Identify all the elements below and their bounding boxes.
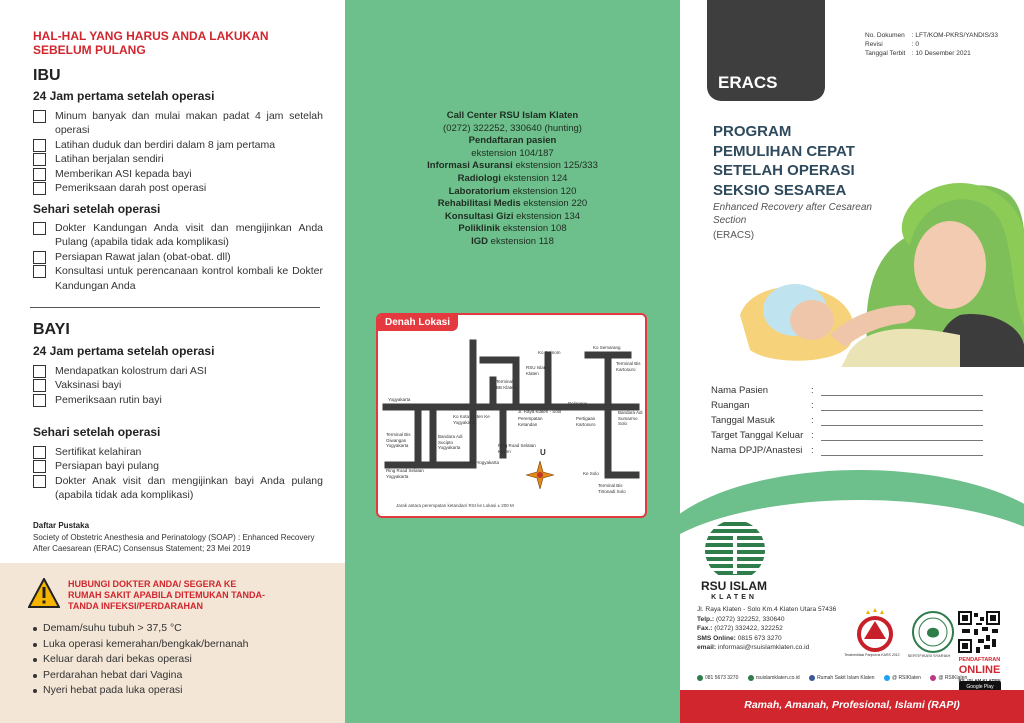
eracs-label: ERACS — [718, 73, 778, 92]
middle-panel — [345, 0, 680, 723]
map-label: Ko Jatinom — [538, 350, 561, 355]
bayi-24h-heading: 24 Jam pertama setelah operasi — [33, 344, 215, 358]
program-title: PROGRAM PEMULIHAN CEPAT SETELAH OPERASI SEKSIO SESAREA — [713, 123, 855, 199]
section-divider — [30, 307, 320, 308]
map-label: Delanggu — [568, 401, 588, 406]
bayi-day1-heading: Sehari setelah operasi — [33, 425, 161, 439]
ibu-day1-list — [33, 221, 323, 293]
contact-value: ekstension 124 — [503, 172, 568, 184]
map-label: Bandara Adi Sucipto Yogyakarta — [438, 434, 463, 450]
meta-value: 0 — [915, 41, 920, 48]
checklist-item[interactable]: Mendapatkan kolostrum dari ASI — [33, 364, 323, 378]
social-item[interactable]: rsuislamklaten.co.id — [748, 675, 804, 681]
warning-item: Nyeri hebat pada luka operasi — [33, 683, 323, 699]
map-label: RSU Islam Klaten — [526, 365, 548, 376]
reference-body: Society of Obstetric Anesthesia and Perinatology (SOAP) : Enhanced Recovery After Caesarean (ERAC) Consensus Statement; 23 Mei 2019 — [33, 533, 315, 553]
form-row: Target Tanggal Keluar : — [711, 430, 991, 441]
bayi-day1-list — [33, 445, 323, 503]
map-label: Ring Road Selatan Yogyakarta — [386, 468, 424, 479]
address-line: Jl. Raya Klaten - Solo Km.4 Klaten Utara 57436 — [697, 606, 837, 613]
bayi-heading: BAYI — [33, 321, 70, 338]
form-field-line[interactable] — [821, 395, 983, 396]
call-center-phone[interactable]: (0272) 322252, 330640 (hunting) — [443, 122, 582, 134]
form-label: Target Tanggal Keluar — [711, 430, 804, 441]
contact-address: Jl. Raya Klaten - Solo Km.4 Klaten Utara 57436 Telp.: (0272) 322252, 330640 Fax.: (0272) 332422, 322252 SMS Online: 0815 673 3270 email: informasi@rsuislamklaten.co.id — [697, 605, 847, 653]
sms-value[interactable]: 0815 673 3270 — [737, 634, 782, 642]
ibu-24h-heading: 24 Jam pertama setelah operasi — [33, 89, 215, 103]
contact-label: Informasi Asuransi — [427, 160, 513, 172]
form-label: Ruangan — [711, 400, 750, 411]
social-item[interactable]: @ RSIKlaten — [884, 675, 925, 681]
social-item[interactable]: @ RSIKlaten — [930, 675, 971, 681]
social-item[interactable]: 081 5673 3270 — [697, 675, 742, 681]
facebook-icon — [809, 675, 815, 681]
checklist-item[interactable]: Dokter Kandungan Anda visit dan mengijinkan Anda Pulang (apabila tidak ada komplikasi) — [33, 221, 323, 250]
contact-label: Pendaftaran pasien — [468, 135, 557, 147]
map-label: Ke Solo — [583, 471, 599, 476]
whatsapp-icon — [697, 675, 703, 681]
instagram-icon — [930, 675, 936, 681]
checklist-item[interactable]: Minum banyak dan mulai makan padat 4 jam setelah operasi — [33, 109, 323, 138]
location-map[interactable] — [376, 313, 647, 518]
map-label: Ko Semarang — [593, 345, 621, 350]
reference-title: Daftar Pustaka — [33, 521, 90, 530]
form-row: Nama Pasien : — [711, 385, 991, 396]
map-label: Bandara Adi Sumarmo Solo — [618, 410, 643, 426]
qr-code-icon[interactable] — [958, 611, 1000, 653]
program-abbr: (ERACS) — [713, 230, 755, 241]
warning-item: Keluar darah dari bekas operasi — [33, 652, 323, 668]
checklist-item[interactable]: Sertifikat kelahiran — [33, 445, 323, 459]
compass-label: U — [540, 448, 546, 457]
warning-triangle-icon — [28, 578, 60, 608]
form-field-line[interactable] — [821, 425, 983, 426]
call-center-title: Call Center RSU Islam Klaten — [446, 110, 579, 121]
checklist-item[interactable]: Persiapan bayi pulang — [33, 459, 323, 473]
map-label: Terminal BB Klaten — [496, 379, 517, 390]
social-item[interactable]: Rumah Sakit Islam Klaten — [809, 675, 879, 681]
map-label: Ring Road Selatan Klaten — [498, 443, 536, 454]
map-label: Perempatan Ketandan — [518, 416, 543, 427]
right-panel — [680, 0, 1024, 723]
web-icon — [748, 675, 754, 681]
contact-label: Radiologi — [457, 172, 501, 184]
contact-value: ekstension 118 — [490, 235, 554, 247]
ibu-day1-heading: Sehari setelah operasi — [33, 202, 161, 216]
slogan-text: Ramah, Amanah, Profesional, Islami (RAPI) — [744, 699, 960, 711]
meta-value: 10 Desember 2021 — [915, 50, 971, 57]
warning-title: HUBUNGI DOKTER ANDA/ SEGERA KE RUMAH SAKIT APABILA DITEMUKAN TANDA-TANDA INFEKSI/PERDARAHAN — [68, 579, 265, 611]
contact-label: Rehabilitasi Medis — [437, 198, 521, 210]
contact-label: Laboratorium — [448, 185, 510, 197]
compass-icon — [526, 461, 554, 489]
ibu-24h-list — [33, 109, 323, 195]
checklist-item[interactable]: Vaksinasi bayi — [33, 378, 323, 392]
map-label: Pertigaan Kartosuro — [576, 416, 596, 427]
contact-value: ekstension 108 — [502, 223, 567, 235]
contact-value: ekstension 104/187 — [471, 147, 554, 159]
ibu-heading: IBU — [33, 67, 61, 84]
form-field-line[interactable] — [821, 410, 983, 411]
google-play-badge[interactable]: Google Play — [959, 681, 1001, 693]
checklist-item[interactable]: Dokter Anak visit dan mengijinkan bayi Anda pulang (apabila tidak ada komplikasi) — [33, 474, 323, 503]
left-panel — [0, 0, 345, 723]
checklist-item[interactable]: Latihan berjalan sendiri — [33, 152, 323, 166]
form-row: Ruangan : — [711, 400, 991, 411]
map-label: Yogyakarta — [388, 397, 411, 402]
seal-kars-text: Terakreditasi Paripurna KARS 2012 — [844, 653, 900, 657]
map-note: Jarak antara perempatan ketandan/ RSI ke Lokasi ± 200 M — [396, 503, 514, 508]
email-value[interactable]: informasi@rsuislamklaten.co.id — [717, 644, 810, 651]
form-label: Tanggal Masuk — [711, 415, 775, 426]
warning-item: Perdarahan hebat dari Vagina — [33, 668, 323, 684]
checklist-item[interactable]: Latihan duduk dan berdiri dalam 8 jam pertama — [33, 138, 323, 152]
meta-key: Tanggal Terbit — [865, 50, 906, 57]
hospital-name: RSU ISLAM — [701, 579, 767, 593]
form-row: Tanggal Masuk : — [711, 415, 991, 426]
map-label: Terminal Bis Kartosuro — [616, 361, 641, 372]
bayi-24h-list — [33, 364, 323, 407]
form-field-line[interactable] — [821, 440, 983, 441]
map-label: Terminal Bis Tirtonadi Solo — [598, 483, 626, 494]
contact-value: ekstension 220 — [523, 198, 588, 210]
checklist-item[interactable]: Memberikan ASI kepada bayi — [33, 167, 323, 181]
form-row: Nama DPJP/Anastesi : — [711, 445, 991, 456]
twitter-icon — [884, 675, 890, 681]
seal-syariah-text: SERTIFIKASI SYARIAH — [907, 653, 951, 658]
call-center-block — [345, 110, 680, 249]
map-label: Ke Yogyakarta — [470, 460, 500, 465]
meta-value: LFT/KOM-PKRS/YANDIS/33 — [915, 32, 999, 39]
contact-value: ekstension 134 — [516, 210, 581, 222]
contact-label: IGD — [471, 235, 489, 247]
contact-label: Poliklinik — [458, 223, 501, 235]
form-label: Nama Pasien — [711, 385, 769, 396]
form-label: Nama DPJP/Anastesi — [711, 445, 803, 456]
document-meta: No. Dokumen : LFT/KOM-PKRS/YANDIS/33 Revisi : 0 Tanggal Terbit : 10 Desember 2021 — [865, 32, 999, 57]
warning-item: Luka operasi kemerahan/bengkak/bernanah — [33, 637, 323, 653]
program-subtitle: Enhanced Recovery after Cesarean Section — [713, 202, 872, 226]
rsu-islam-logo-icon — [695, 520, 775, 580]
social-row — [697, 675, 968, 682]
checklist-item[interactable]: Konsultasi untuk perencanaan kontrol kombali ke Dokter Kandungan Anda — [33, 264, 323, 293]
map-label: Jl. Raya Klaten - Solo — [518, 409, 562, 414]
fax-value: (0272) 332422, 322252 — [714, 625, 783, 632]
checklist-heading: HAL-HAL YANG HARUS ANDA LAKUKAN SEBELUM PULANG — [33, 29, 269, 57]
form-field-line[interactable] — [821, 455, 983, 456]
warning-list — [33, 621, 323, 699]
hospital-city: KLATEN — [711, 594, 757, 601]
checklist-item[interactable]: Pemeriksaan darah post operasi — [33, 181, 323, 195]
map-label: Terminal Bis Giwangan Yogyakarta — [386, 432, 411, 448]
online-label-main: ONLINE — [958, 664, 1001, 676]
checklist-item[interactable]: Persiapan Rawat jalan (obat-obat. dll) — [33, 250, 323, 264]
warning-item: Demam/suhu tubuh > 37,5 °C — [33, 621, 323, 637]
meta-key: Revisi — [865, 41, 883, 48]
hospital-brand — [694, 580, 774, 604]
checklist-item[interactable]: Pemeriksaan rutin bayi — [33, 393, 323, 407]
map-label: Ko Kota Klaten Ke Yogyakarta — [453, 414, 490, 425]
contact-value: ekstension 120 — [512, 185, 577, 197]
online-label-top: PENDAFTARAN — [958, 657, 1001, 663]
contact-label: Konsultasi Gizi — [444, 210, 514, 222]
map-title: Denah Lokasi — [378, 315, 458, 331]
contact-value: ekstension 125/333 — [515, 160, 598, 172]
telp-value[interactable]: (0272) 322252, 330640 — [715, 615, 785, 623]
meta-key: No. Dokumen — [865, 32, 905, 39]
